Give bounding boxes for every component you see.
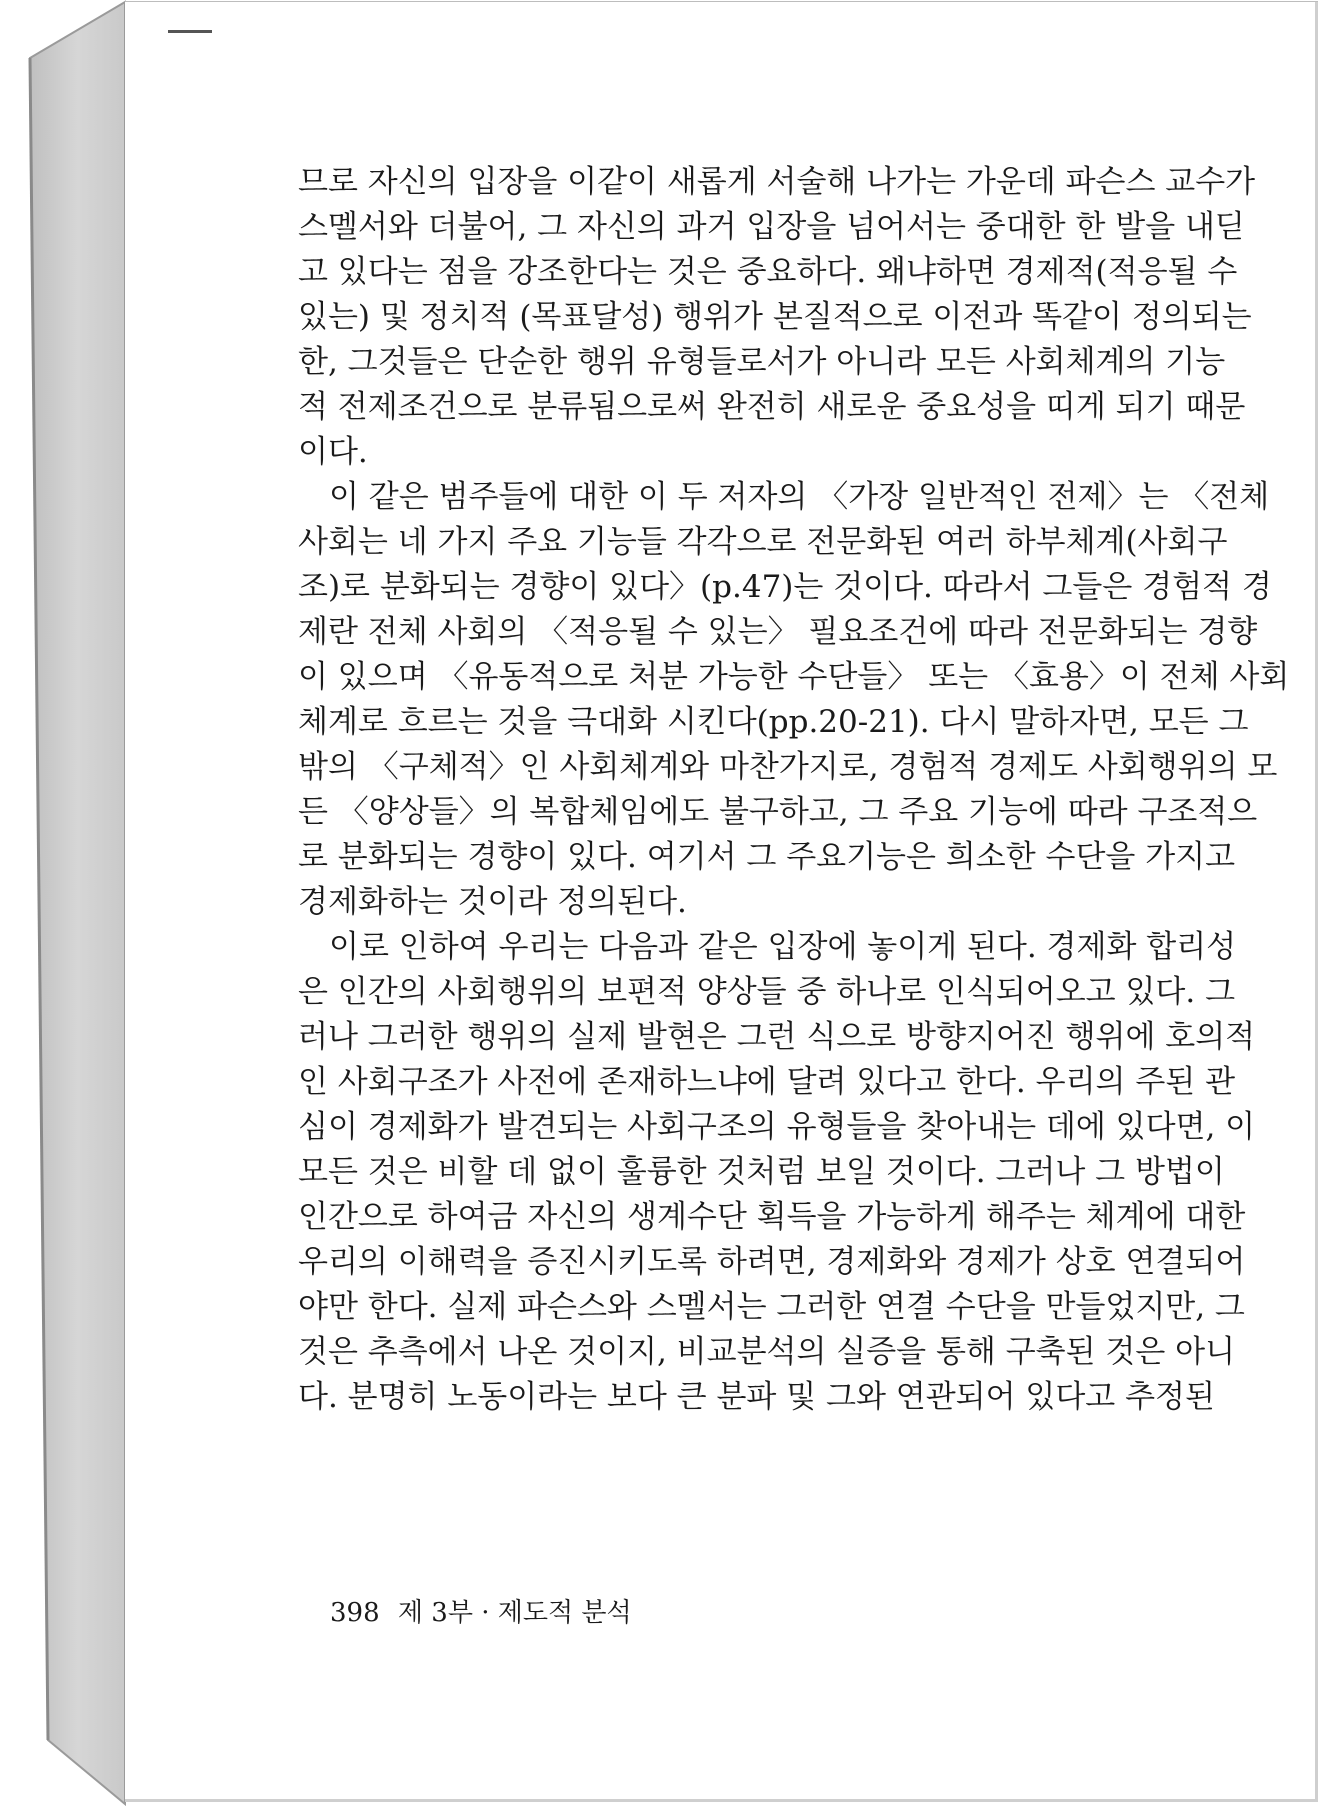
text-line: 야만 한다. 실제 파슨스와 스멜서는 그러한 연결 수단을 만들었지만, 그 <box>298 1289 1245 1325</box>
text-line: 인간으로 하여금 자신의 생계수단 획득을 가능하게 해주는 체계에 대한 <box>298 1199 1246 1235</box>
text-line: 제란 전체 사회의 〈적응될 수 있는〉 필요조건에 따라 전문화되는 경향 <box>298 614 1258 650</box>
text-line: 이다. <box>298 434 368 470</box>
running-section-title: 제 3부 · 제도적 분석 <box>397 1598 632 1628</box>
paragraph-3 <box>298 925 1256 1420</box>
text-line: 든 〈양상들〉의 복합체임에도 불구하고, 그 주요 기능에 따라 구조적으 <box>298 794 1258 830</box>
top-margin-mark <box>168 30 212 33</box>
text-line: 심이 경제화가 발견되는 사회구조의 유형들을 찾아내는 데에 있다면, 이 <box>298 1109 1256 1145</box>
text-line: 이 같은 범주들에 대한 이 두 저자의 〈가장 일반적인 전제〉는 〈전체 <box>329 479 1270 515</box>
text-line: 스멜서와 더불어, 그 자신의 과거 입장을 넘어서는 중대한 한 발을 내딛 <box>298 209 1245 245</box>
text-line: 므로 자신의 입장을 이같이 새롭게 서술해 나가는 가운데 파슨스 교수가 <box>298 164 1256 200</box>
text-line: 우리의 이해력을 증진시키도록 하려면, 경제화와 경제가 상호 연결되어 <box>298 1244 1246 1280</box>
text-line: 러나 그러한 행위의 실제 발현은 그런 식으로 방향지어진 행위에 호의적 <box>298 1019 1256 1055</box>
paragraph-2 <box>298 475 1290 925</box>
text-line: 밖의 〈구체적〉인 사회체계와 마찬가지로, 경험적 경제도 사회행위의 모 <box>298 749 1278 785</box>
text-line: 다. 분명히 노동이라는 보다 큰 분파 및 그와 연관되어 있다고 추정된 <box>298 1379 1215 1415</box>
text-line: 로 분화되는 경향이 있다. 여기서 그 주요기능은 희소한 수단을 가지고 <box>298 839 1236 875</box>
text-line: 모든 것은 비할 데 없이 훌륭한 것처럼 보일 것이다. 그러나 그 방법이 <box>298 1154 1225 1190</box>
page-footer <box>330 1592 642 1629</box>
text-line: 고 있다는 점을 강조한다는 것은 중요하다. 왜냐하면 경제적(적응될 수 <box>298 254 1238 290</box>
text-line: 이 있으며 〈유동적으로 처분 가능한 수단들〉 또는 〈효용〉이 전체 사회 <box>298 659 1290 695</box>
paragraph-1 <box>298 160 1256 475</box>
text-line: 조)로 분화되는 경향이 있다〉(p.47)는 것이다. 따라서 그들은 경험적 경 <box>298 569 1272 605</box>
text-line: 있는) 및 정치적 (목표달성) 행위가 본질적으로 이전과 똑같이 정의되는 <box>298 299 1252 335</box>
text-line: 경제화하는 것이라 정의된다. <box>298 884 687 920</box>
page-number: 398 <box>330 1598 380 1628</box>
text-line: 체계로 흐르는 것을 극대화 시킨다(pp.20-21). 다시 말하자면, 모든 그 <box>298 704 1249 740</box>
text-line: 한, 그것들은 단순한 행위 유형들로서가 아니라 모든 사회체계의 기능 <box>298 344 1226 380</box>
body-text <box>298 160 1290 1420</box>
text-line: 이로 인하여 우리는 다음과 같은 입장에 놓이게 된다. 경제화 합리성 <box>329 929 1237 965</box>
text-line: 인 사회구조가 사전에 존재하느냐에 달려 있다고 한다. 우리의 주된 관 <box>298 1064 1236 1100</box>
text-line: 사회는 네 가지 주요 기능들 각각으로 전문화된 여러 하부체계(사회구 <box>298 524 1228 560</box>
text-line: 것은 추측에서 나온 것이지, 비교분석의 실증을 통해 구축된 것은 아니 <box>298 1334 1236 1370</box>
text-line: 적 전제조건으로 분류됨으로써 완전히 새로운 중요성을 띠게 되기 때문 <box>298 389 1246 425</box>
text-line: 은 인간의 사회행위의 보편적 양상들 중 하나로 인식되어오고 있다. 그 <box>298 974 1236 1010</box>
